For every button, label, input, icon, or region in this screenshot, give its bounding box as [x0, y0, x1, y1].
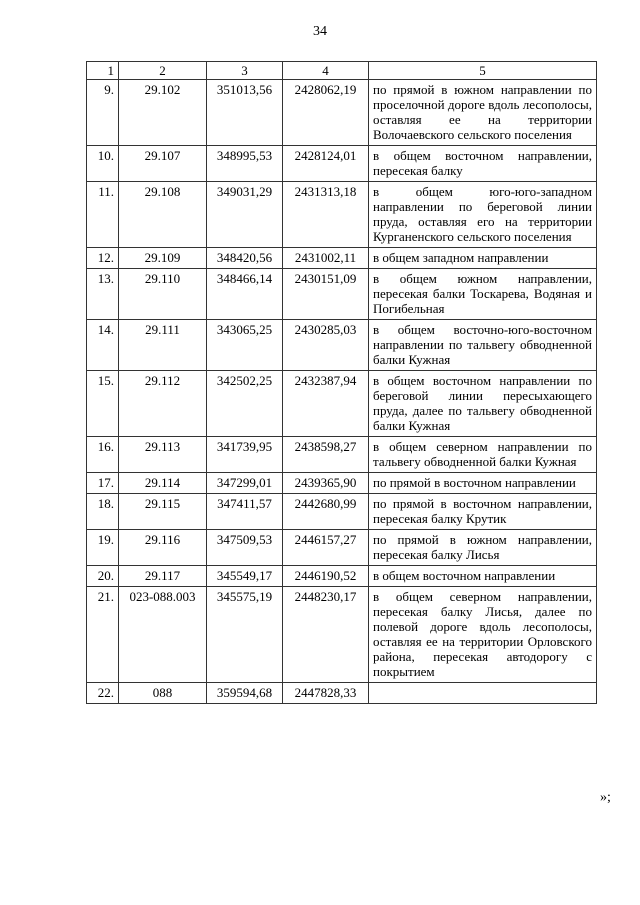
x-coordinate-cell: 345575,19	[207, 587, 283, 683]
point-id-cell: 29.117	[119, 566, 207, 587]
column-header-y: 4	[283, 62, 369, 80]
table-row	[87, 182, 597, 248]
x-coordinate-cell: 351013,56	[207, 80, 283, 146]
row-number-cell: 16.	[87, 437, 119, 473]
direction-description-cell: по прямой в южном направлении, пересекая балку Лисья	[369, 530, 597, 566]
x-coordinate-cell: 348420,56	[207, 248, 283, 269]
direction-description-cell: в общем северном направлении по тальвегу обводненной балки Кужная	[369, 437, 597, 473]
table-row	[87, 80, 597, 146]
y-coordinate-cell: 2442680,99	[283, 494, 369, 530]
column-header-description: 5	[369, 62, 597, 80]
y-coordinate-cell: 2431313,18	[283, 182, 369, 248]
y-coordinate-cell: 2432387,94	[283, 371, 369, 437]
direction-description-cell: по прямой в восточном направлении, пересекая балку Крутик	[369, 494, 597, 530]
column-header-point: 2	[119, 62, 207, 80]
x-coordinate-cell: 341739,95	[207, 437, 283, 473]
x-coordinate-cell: 345549,17	[207, 566, 283, 587]
direction-description-cell: в общем западном направлении	[369, 248, 597, 269]
row-number-cell: 19.	[87, 530, 119, 566]
table-row	[87, 437, 597, 473]
x-coordinate-cell: 347299,01	[207, 473, 283, 494]
row-number-cell: 20.	[87, 566, 119, 587]
direction-description-cell: в общем юго-юго-западном направлении по береговой линии пруда, оставляя его на территории Курганенского сельского поселения	[369, 182, 597, 248]
row-number-cell: 15.	[87, 371, 119, 437]
x-coordinate-cell: 359594,68	[207, 683, 283, 704]
x-coordinate-cell: 343065,25	[207, 320, 283, 371]
x-coordinate-cell: 349031,29	[207, 182, 283, 248]
direction-description-cell: в общем восточном направлении, пересекая балку	[369, 146, 597, 182]
column-header-number: 1	[87, 62, 119, 80]
table-row	[87, 566, 597, 587]
row-number-cell: 21.	[87, 587, 119, 683]
table-header-row	[87, 62, 597, 80]
direction-description-cell	[369, 683, 597, 704]
point-id-cell: 29.102	[119, 80, 207, 146]
direction-description-cell: в общем восточно-юго-восточном направлении по тальвегу обводненной балки Кужная	[369, 320, 597, 371]
point-id-cell: 29.115	[119, 494, 207, 530]
table-row	[87, 683, 597, 704]
row-number-cell: 22.	[87, 683, 119, 704]
table-row	[87, 371, 597, 437]
point-id-cell: 29.113	[119, 437, 207, 473]
direction-description-cell: в общем северном направлении, пересекая балку Лисья, далее по полевой дороге вдоль лесополосы, оставляя ее на территории Орловского района, пересекая автодорогу с покрытием	[369, 587, 597, 683]
direction-description-cell: по прямой в южном направлении по проселочной дороге вдоль лесополосы, оставляя ее на территории Волочаевского сельского поселения	[369, 80, 597, 146]
point-id-cell: 023-088.003	[119, 587, 207, 683]
point-id-cell: 29.108	[119, 182, 207, 248]
direction-description-cell: в общем южном направлении, пересекая балки Тоскарева, Водяная и Погибельная	[369, 269, 597, 320]
y-coordinate-cell: 2446190,52	[283, 566, 369, 587]
table-row	[87, 473, 597, 494]
y-coordinate-cell: 2430285,03	[283, 320, 369, 371]
x-coordinate-cell: 348466,14	[207, 269, 283, 320]
table-row	[87, 494, 597, 530]
table-row	[87, 269, 597, 320]
column-header-x: 3	[207, 62, 283, 80]
row-number-cell: 14.	[87, 320, 119, 371]
closing-quote-mark: »;	[600, 790, 611, 805]
table-row	[87, 320, 597, 371]
row-number-cell: 18.	[87, 494, 119, 530]
table-row	[87, 587, 597, 683]
point-id-cell: 29.112	[119, 371, 207, 437]
y-coordinate-cell: 2431002,11	[283, 248, 369, 269]
y-coordinate-cell: 2446157,27	[283, 530, 369, 566]
table-row	[87, 146, 597, 182]
direction-description-cell: по прямой в восточном направлении	[369, 473, 597, 494]
direction-description-cell: в общем восточном направлении по береговой линии пересыхающего пруда, далее по тальвегу обводненной балки Кужная	[369, 371, 597, 437]
table-row	[87, 248, 597, 269]
y-coordinate-cell: 2430151,09	[283, 269, 369, 320]
row-number-cell: 9.	[87, 80, 119, 146]
x-coordinate-cell: 347509,53	[207, 530, 283, 566]
point-id-cell: 29.110	[119, 269, 207, 320]
row-number-cell: 13.	[87, 269, 119, 320]
point-id-cell: 29.111	[119, 320, 207, 371]
point-id-cell: 29.109	[119, 248, 207, 269]
point-id-cell: 29.114	[119, 473, 207, 494]
row-number-cell: 17.	[87, 473, 119, 494]
y-coordinate-cell: 2439365,90	[283, 473, 369, 494]
point-id-cell: 29.116	[119, 530, 207, 566]
x-coordinate-cell: 342502,25	[207, 371, 283, 437]
x-coordinate-cell: 348995,53	[207, 146, 283, 182]
page-number: 34	[313, 24, 327, 39]
row-number-cell: 11.	[87, 182, 119, 248]
row-number-cell: 10.	[87, 146, 119, 182]
y-coordinate-cell: 2438598,27	[283, 437, 369, 473]
point-id-cell: 088	[119, 683, 207, 704]
boundary-coordinates-table	[86, 61, 597, 704]
x-coordinate-cell: 347411,57	[207, 494, 283, 530]
y-coordinate-cell: 2447828,33	[283, 683, 369, 704]
y-coordinate-cell: 2428124,01	[283, 146, 369, 182]
row-number-cell: 12.	[87, 248, 119, 269]
point-id-cell: 29.107	[119, 146, 207, 182]
y-coordinate-cell: 2448230,17	[283, 587, 369, 683]
y-coordinate-cell: 2428062,19	[283, 80, 369, 146]
table-row	[87, 530, 597, 566]
direction-description-cell: в общем восточном направлении	[369, 566, 597, 587]
